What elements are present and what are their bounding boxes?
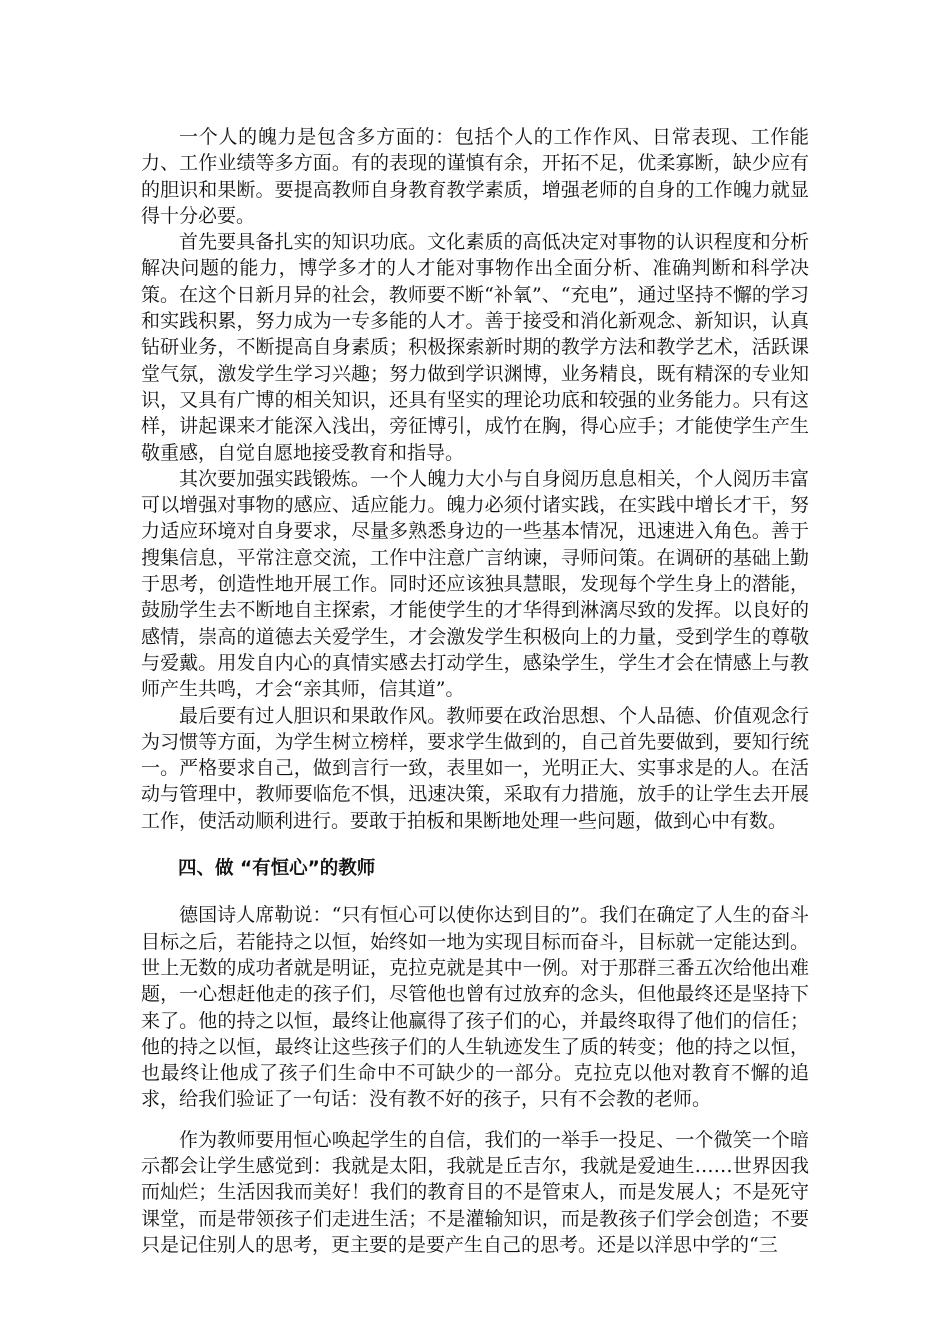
paragraph-practice: 其次要加强实践锻炼。一个人魄力大小与自身阅历息息相关，个人阅历丰富可以增强对事物的感应、适应能力。魄力必须付诸实践，在实践中增长才干，努力适应环境对自身要求，尽量多熟悉身边的一些基本情况，迅速进入角色。善于搜集信息，平常注意交流，工作中注意广言纳谏，寻师问策。在调研的基础上勤于思考，创造性地开展工作。同时还应该独具慧眼，发现每个学生身上的潜能，鼓励学生去不断地自主探索，才能使学生的才华得到淋漓尽致的发挥。以良好的感情，崇高的道德去关爱学生，才会激发学生积极向上的力量，受到学生的尊敬与爱戴。用发自内心的真情实感去打动学生，感染学生，学生才会在情感上与教师产生共鸣，才会“亲其师，信其道”。 [141,467,809,701]
paragraph-confidence: 作为教师要用恒心唤起学生的自信，我们的一举手一投足、一个微笑一个暗示都会让学生感觉到：我就是太阳，我就是丘吉尔，我就是爱迪生……世界因我而灿烂；生活因我而美好！我们的教育目的不是管束人，而是发展人；不是死守课堂，而是带领孩子们走进生活；不是灌输知识，而是教孩子们学会创造；不要只是记住别人的思考，更主要的是要产生自己的思考。还是以洋思中学的“三 [141,1128,809,1256]
paragraph-courage: 最后要有过人胆识和果敢作风。教师要在政治思想、个人品德、价值观念行为习惯等方面，为学生树立榜样，要求学生做到的，自己首先要做到，要知行统一。严格要求自己，做到言行一致，表里如一，光明正大、实事求是的人。在活动与管理中，教师要临危不惧，迅速决策，采取有力措施，放手的让学生去开展工作，使活动顺利进行。要敢于拍板和果断地处理一些问题，做到心中有数。 [141,704,809,832]
document-page [141,124,809,1258]
paragraph-perseverance: 德国诗人席勒说：“只有恒心可以使你达到目的”。我们在确定了人生的奋斗目标之后，若能持之以恒，始终如一地为实现目标而奋斗，目标就一定能达到。世上无数的成功者就是明证，克拉克就是其中一例。对于那群三番五次给他出难题，一心想赶他走的孩子们，尽管他也曾有过放弃的念头，但他最终还是坚持下来了。他的持之以恒，最终让他赢得了孩子们的心，并最终取得了他们的信任；他的持之以恒，最终让这些孩子们的人生轨迹发生了质的转变；他的持之以恒，也最终让他成了孩子们生命中不可缺少的一部分。克拉克以他对教育不懈的追求，给我们验证了一句话：没有教不好的孩子，只有不会教的老师。 [141,904,809,1111]
paragraph-intro: 一个人的魄力是包含多方面的：包括个人的工作作风、日常表现、工作能力、工作业绩等多方面。有的表现的谨慎有余，开拓不足，优柔寡断，缺少应有的胆识和果断。要提高教师自身教育教学素质，增强老师的自身的工作魄力就显得十分必要。 [141,126,809,227]
paragraph-knowledge: 首先要具备扎实的知识功底。文化素质的高低决定对事物的认识程度和分析解决问题的能力，博学多才的人才能对事物作出全面分析、准确判断和科学决策。在这个日新月异的社会，教师要不断“补氧”、“充电”，通过坚持不懈的学习和实践积累，努力成为一专多能的人才。善于接受和消化新观念、新知识，认真钻研业务，不断提高自身素质；积极探索新时期的教学方法和教学艺术，活跃课堂气氛，激发学生学习兴趣；努力做到学识渊博，业务精良，既有精深的专业知识，又具有广博的相关知识，还具有坚实的理论功底和较强的业务能力。只有这样，讲起课来才能深入浅出，旁征博引，成竹在胸，得心应手；才能使学生产生敬重感，自觉自愿地接受教育和指导。 [141,231,809,464]
section-heading: 四、做 “有恒心”的教师 [178,858,376,880]
